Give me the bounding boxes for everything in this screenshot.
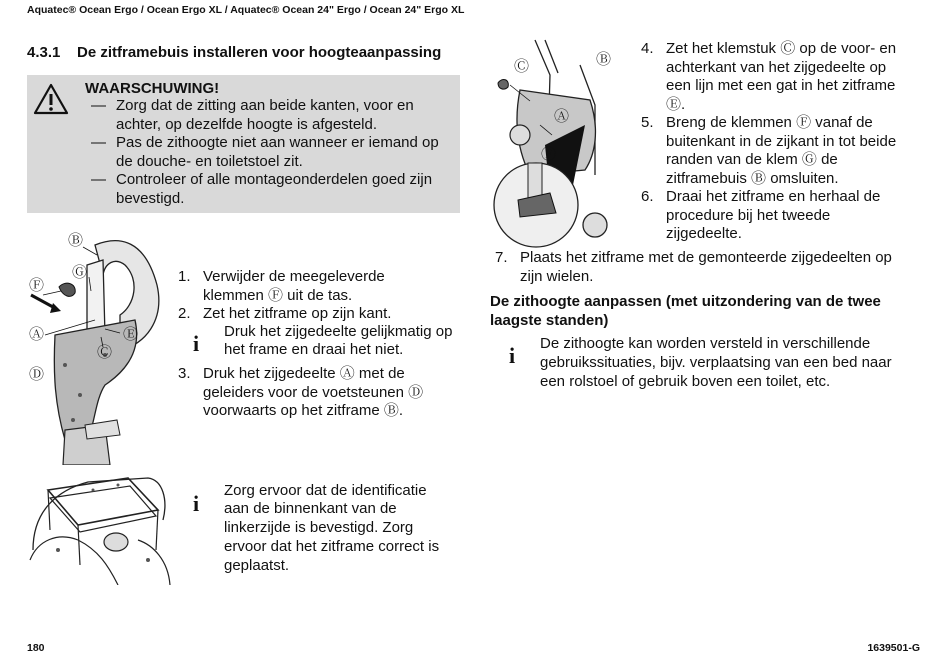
side-part-figure bbox=[25, 225, 165, 465]
step-7 bbox=[495, 249, 925, 289]
figure-label-d: Ⓓ bbox=[29, 366, 45, 383]
warning-list bbox=[89, 97, 459, 208]
step-number: 2. bbox=[178, 305, 191, 322]
step-line: voorwaarts op het zitframe Ⓑ. bbox=[203, 402, 404, 419]
note-line: De zithoogte kan worden versteld in verschillende bbox=[540, 335, 871, 352]
step-line: zitframebuis Ⓑ omsluiten. bbox=[666, 169, 839, 187]
step-number: 5. bbox=[641, 114, 654, 131]
step-line: een lijn met een gat in het zitframe bbox=[666, 77, 896, 94]
step-line: Plaats het zitframe met de gemonteerde zijgedeelten op bbox=[520, 249, 892, 266]
subheading: De zithoogte aanpassen (met uitzondering van de twee laagste standen) bbox=[490, 293, 881, 329]
document-number: 1639501-G bbox=[867, 642, 920, 654]
running-header: Aquatec® Ocean Ergo / Ocean Ergo XL / Aquatec® Ocean 24" Ergo / Ocean 24" Ergo XL bbox=[27, 4, 465, 16]
step-line: zijn wielen. bbox=[520, 267, 594, 285]
figure-label-g: Ⓖ bbox=[72, 264, 88, 281]
note-line: een rolstoel of gebruik boven een toilet, etc. bbox=[540, 373, 831, 390]
step-number: 1. bbox=[178, 268, 191, 285]
step-line: achterkant van het zijgedeelte op bbox=[666, 58, 887, 76]
info-icon: i bbox=[193, 491, 200, 516]
step-number: 6. bbox=[641, 188, 654, 205]
step-line: buitenkant in de zijkant in tot beide bbox=[666, 132, 897, 150]
figure-label-b: Ⓑ bbox=[68, 232, 84, 249]
step-line: Druk het zijgedeelte Ⓐ met de bbox=[203, 365, 405, 382]
warning-item: — Zorg dat de zitting aan beide kanten, voor en achter, op dezelfde hoogte is afgesteld. bbox=[89, 97, 459, 134]
seat-frame-figure bbox=[28, 470, 173, 585]
step-2 bbox=[178, 305, 468, 325]
figure-label-f: Ⓕ bbox=[29, 277, 45, 294]
section-heading bbox=[27, 44, 441, 61]
step-line: Zet het zitframe op zijn kant. bbox=[203, 305, 392, 322]
warning-title: WAARSCHUWING! bbox=[85, 80, 220, 97]
figure-label-c: Ⓒ bbox=[514, 58, 530, 75]
step-4 bbox=[641, 40, 931, 116]
figure-label-f: Ⓕ bbox=[541, 146, 557, 163]
step-line: geleiders voor de voetsteunen Ⓓ bbox=[203, 383, 424, 401]
step-6 bbox=[641, 188, 931, 246]
figure-label-e: Ⓔ bbox=[123, 326, 139, 343]
step-line: klemmen Ⓕ uit de tas. bbox=[203, 286, 353, 304]
step-line: Breng de klemmen Ⓕ vanaf de bbox=[666, 114, 873, 131]
figure-label-b: Ⓑ bbox=[596, 51, 612, 68]
note-line: linkerzijde is bevestigd. Zorg bbox=[224, 519, 414, 536]
step-line: Zet het klemstuk Ⓒ op de voor- en bbox=[666, 40, 897, 57]
step-line: Draai het zitframe en herhaal de bbox=[666, 188, 881, 205]
warning-item: — Pas de zithoogte niet aan wanneer er iemand op de douche- en toiletstoel zit. bbox=[89, 134, 459, 171]
warning-triangle-icon bbox=[33, 83, 69, 115]
step-1 bbox=[178, 268, 468, 308]
step-line: Verwijder de meegeleverde bbox=[203, 268, 385, 285]
figure-label-a: Ⓐ bbox=[29, 326, 45, 343]
note-line: geplaatst. bbox=[224, 557, 290, 574]
note-line: het frame en draai het niet. bbox=[224, 341, 404, 358]
page-number: 180 bbox=[27, 642, 45, 654]
step-3 bbox=[178, 365, 468, 425]
note-line: Zorg ervoor dat de identificatie bbox=[224, 482, 427, 499]
info-icon: i bbox=[193, 331, 200, 356]
note-line: gebruikssituaties, bijv. verplaatsing van een bed naar bbox=[540, 354, 892, 371]
step-number: 4. bbox=[641, 40, 654, 57]
section-number: 4.3.1 bbox=[27, 44, 61, 61]
figure-label-a: Ⓐ bbox=[554, 108, 570, 125]
warning-item: — Controleer of alle montageonderdelen goed zijn bevestigd. bbox=[89, 171, 459, 208]
step-line: Ⓔ. bbox=[666, 95, 686, 113]
step-line: zijgedeelte. bbox=[666, 225, 742, 242]
figure-label-c: Ⓒ bbox=[97, 344, 113, 361]
step-5 bbox=[641, 114, 931, 190]
step-line: randen van de klem Ⓖ de bbox=[666, 151, 838, 168]
info-icon: i bbox=[509, 343, 516, 368]
step-number: 3. bbox=[178, 365, 191, 382]
step-line: procedure bij het tweede bbox=[666, 206, 831, 224]
note-line: Druk het zijgedeelte gelijkmatig op bbox=[224, 323, 453, 340]
step-number: 7. bbox=[495, 249, 508, 266]
warning-box bbox=[27, 75, 460, 213]
section-title: De zitframebuis installeren voor hoogteaanpassing bbox=[77, 44, 442, 61]
note-line: ervoor dat het zitframe correct is bbox=[224, 538, 440, 555]
note-line: aan de binnenkant van de bbox=[224, 500, 397, 517]
